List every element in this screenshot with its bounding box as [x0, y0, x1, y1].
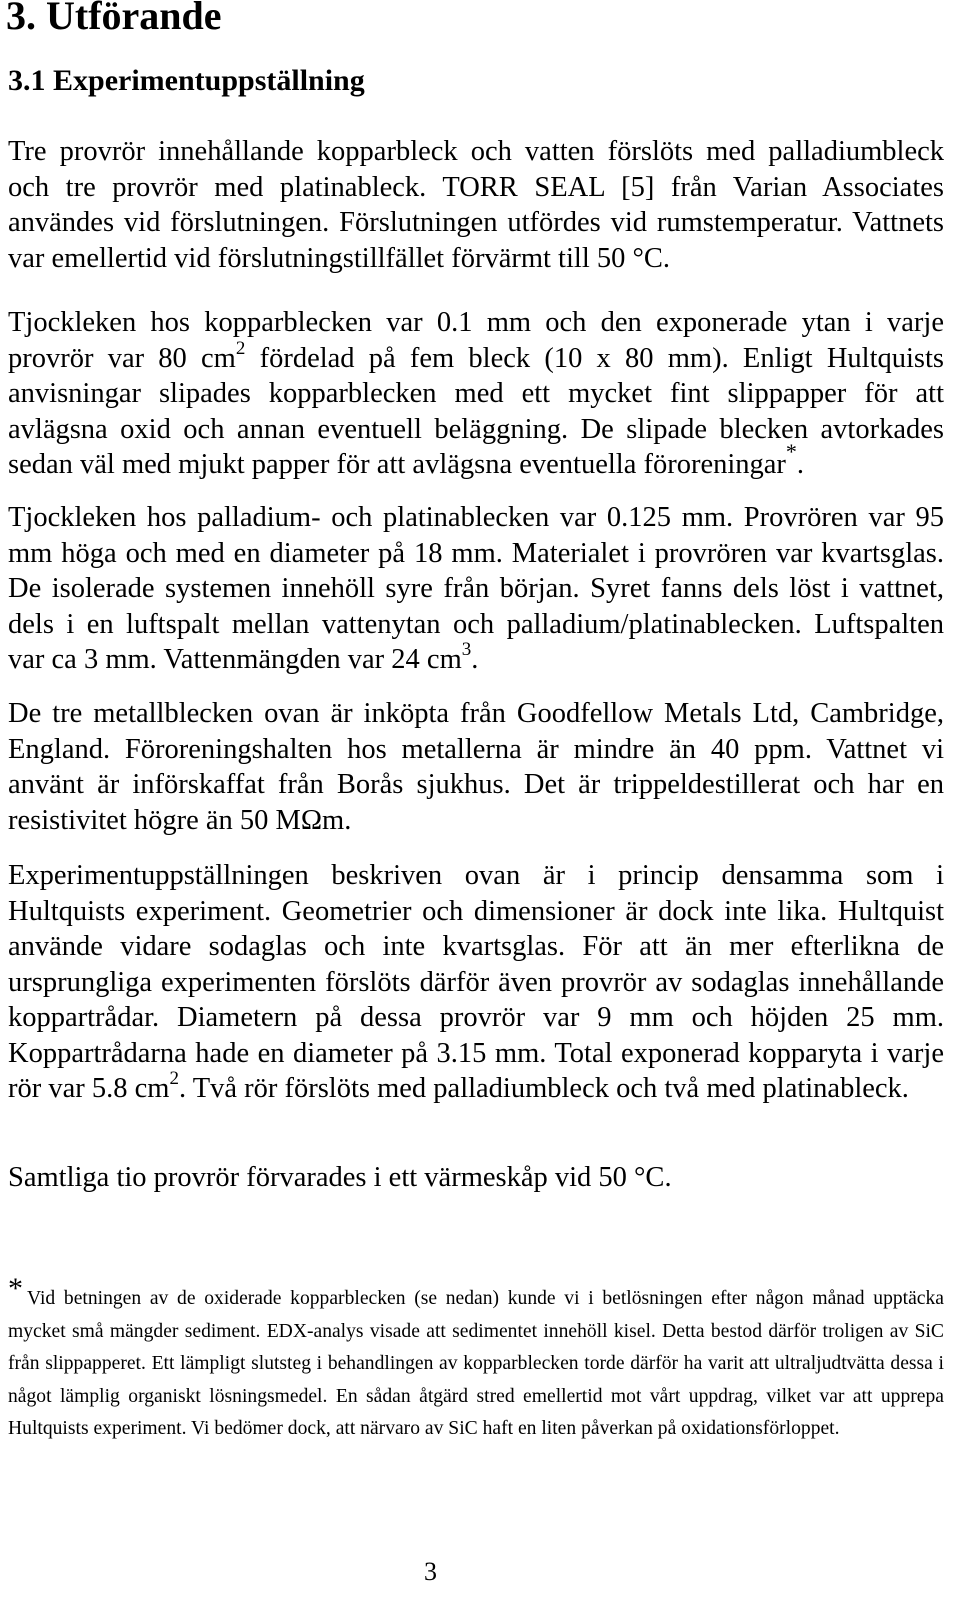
superscript-3: 3: [461, 639, 472, 660]
section-heading: 3. Utförande: [6, 0, 222, 38]
footnote-mark: *: [8, 1272, 23, 1305]
footnote-reference: *: [785, 439, 797, 464]
subsection-heading: 3.1 Experimentuppställning: [8, 64, 365, 97]
paragraph-3: [8, 500, 944, 678]
footnote-text: Vid betningen av de oxiderade kopparblecken (se nedan) kunde vi i betlösningen efter någon månad upptäcka mycket små mängder sediment. EDX-analys visade att sedimentet innehöll kisel. Detta bestod därför troligen av SiC från slippapperet. Ett lämpligt slutsteg i behandlingen av kopparblecken torde därför ha varit att ultraljudtvätta dessa i något lämplig organiskt lösningsmedel. En sådan åtgärd stred emellertid mot vårt uppdrag, vilket var att upprepa Hultquists experiment. Vi bedömer dock, att närvaro av SiC haft en liten påverkan på oxidationsförloppet.: [8, 1288, 944, 1440]
paragraph-4: De tre metallblecken ovan är inköpta från Goodfellow Metals Ltd, Cambridge, England. Föroreningshalten hos metallerna är mindre än 40 ppm. Vattnet vi använt är införskaffat från Borås sjukhus. Det är trippeldestillerat och har en resistivitet högre än 50 MΩm.: [8, 698, 944, 836]
footnote: [8, 1272, 944, 1446]
page-number: 3: [424, 1557, 437, 1586]
paragraph-6: Samtliga tio provrör förvarades i ett värmeskåp vid 50 °C.: [8, 1162, 672, 1193]
paragraph-3-text-c: .: [471, 644, 479, 675]
paragraph-5-text-b: . Två rör förslöts med palladiumbleck och två med platinableck.: [178, 1073, 909, 1104]
paragraph-2-text-c: .: [796, 449, 805, 480]
paragraph-2: [8, 305, 944, 483]
superscript-cm2: 2: [169, 1068, 179, 1089]
paragraph-1: Tre provrör innehållande kopparbleck och vatten förslöts med palladiumbleck och tre provrör med platinableck. TORR SEAL [5] från Varian Associates användes vid förslutningen. Förslutningen utfördes vid rumstemperatur. Vattnets var emellertid vid förslutningstillfället förvärmt till 50 °C.: [8, 136, 944, 274]
paragraph-2-text-a: Tjockleken hos kopparblecken var 0.1 mm och den exponerade ytan i varje provrör var 80 cm: [8, 307, 944, 374]
superscript-2: 2: [235, 337, 246, 359]
paragraph-3-text-a: Tjockleken hos palladium- och platinablecken var 0.125 mm. Provrören var 95 mm höga och med en diameter på 18 mm. Materialet i provrören var kvartsglas. De isolerade systemen innehöll syre från början. Syret fanns dels löst i vattnet, dels i en luftspalt mellan vattenytan och palladium/platinablecken. Luftspalten var ca 3 mm. Vattenmängden var 24 cm: [8, 502, 944, 675]
paragraph-2-text-b: fördelad på fem bleck (10 x 80 mm). Enligt Hultquists anvisningar slipades kopparblecken med ett mycket fint slippapper för att avlägsna oxid och annan eventuell beläggning. De slipade blecken avtorkades sedan väl med mjukt papper för att avlägsna eventuella föroreningar: [8, 342, 945, 480]
paragraph-5: [8, 858, 944, 1107]
paragraph-5-text-a: Experimentuppställningen beskriven ovan är i princip densamma som i Hultquists experiment. Geometrier och dimensioner är dock inte lika. Hultquist använde vidare sodaglas och inte kvartsglas. För att än mer efterlikna de ursprungliga experimenten förslöts därför även provrör av sodaglas innehållande koppartrådar. Diametern på dessa provrör var 9 mm och höjden 25 mm. Koppartrådarna hade en diameter på 3.15 mm. Total exponerad kopparyta i varje rör var 5.8 cm: [8, 860, 944, 1104]
